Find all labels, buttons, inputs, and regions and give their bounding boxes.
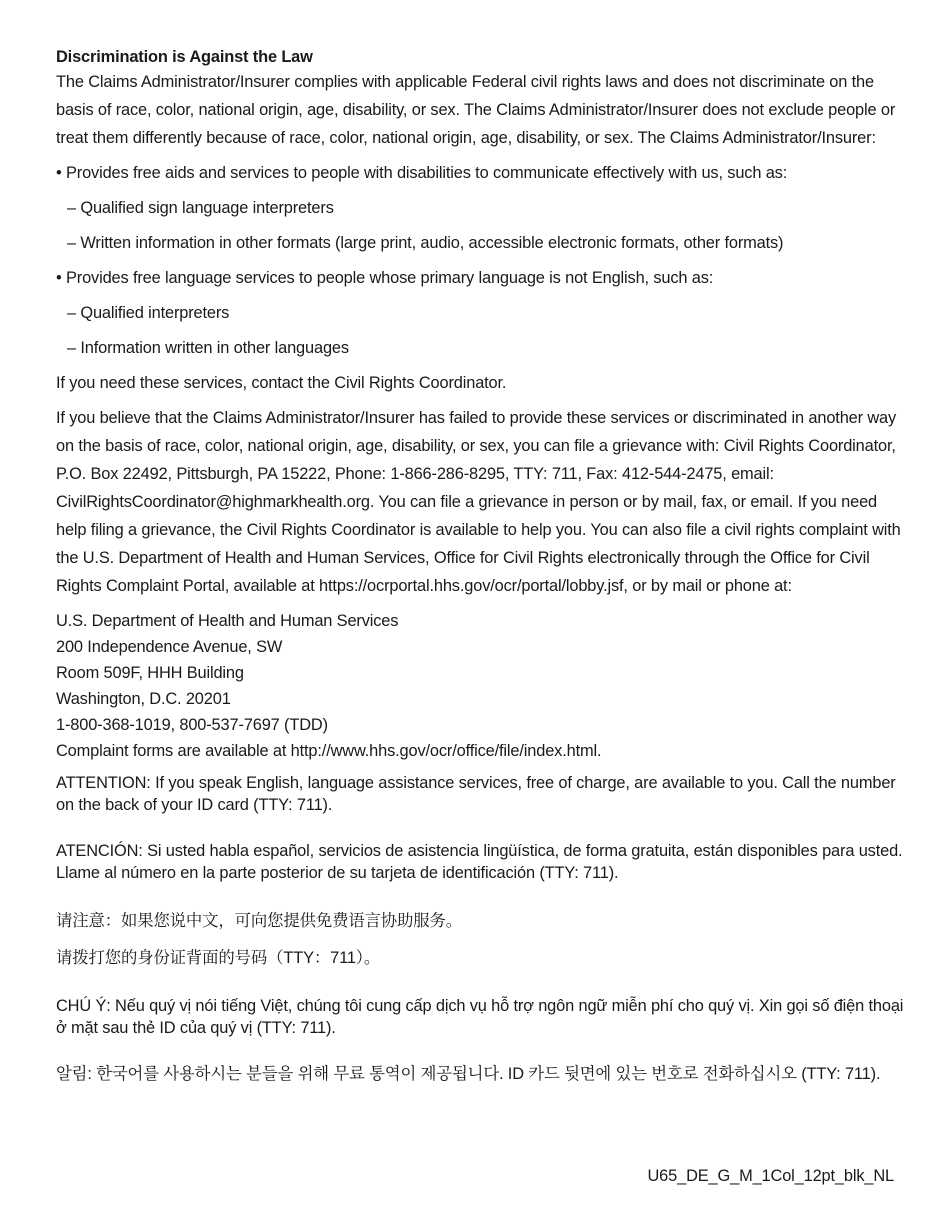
qualified-interpreters-item: – Qualified interpreters	[67, 304, 230, 322]
sign-language-item: – Qualified sign language interpreters	[67, 199, 334, 217]
language-services-bullet: • Provides free language services to people whose primary language is not English, such as:	[56, 269, 714, 287]
grievance-paragraph: If you believe that the Claims Administrator/Insurer has failed to provide these services or discriminated in another way on the basis of race, color, national origin, age, disability, or sex, you can file a grievance with: Civil Rights Coordinator, P.O. Box 22492, Pittsburgh, PA 15222, Phone: 1-866-286-8295, TTY: 711, Fax: 412-544-2475, email: CivilRightsCoordinator@highmarkhealth.org. You can file a grievance in person or by mail, fax, or email. If you need help filing a grievance, the Civil Rights Coordinator is available to help you. You can also file a civil rights complaint with the U.S. Department of Health and Human Services, Office for Civil Rights electronically through the Office for Civil Rights Complaint Portal, available at https://ocrportal.hhs.gov/ocr/portal/lobby.jsf, or by mail or phone at:	[56, 409, 901, 595]
notice-vietnamese: CHÚ Ý: Nếu quý vị nói tiếng Việt, chúng tôi cung cấp dịch vụ hỗ trợ ngôn ngữ miễn phí cho quý vị. Xin gọi số điện thoại ở mặt sau thẻ ID của quý vị (TTY: 711).	[56, 997, 904, 1037]
address-city: Washington, D.C. 20201	[56, 690, 231, 708]
address-org: U.S. Department of Health and Human Services	[56, 612, 399, 630]
intro-paragraph: The Claims Administrator/Insurer complies with applicable Federal civil rights laws and does not discriminate on the basis of race, color, national origin, age, disability, or sex. The Claims Administrator/Insurer does not exclude people or treat them differently because of race, color, national origin, age, disability, or sex. The Claims Administrator/Insurer:	[56, 73, 896, 147]
notice-chinese-line-2: 请拨打您的身份证背面的号码（TTY：711）。	[56, 949, 381, 967]
other-formats-item: – Written information in other formats (large print, audio, accessible electronic formats, other formats)	[67, 234, 784, 252]
other-languages-item: – Information written in other languages	[67, 339, 349, 357]
complaint-forms-line: Complaint forms are available at http://www.hhs.gov/ocr/office/file/index.html.	[56, 742, 602, 760]
contact-coordinator-line: If you need these services, contact the Civil Rights Coordinator.	[56, 374, 507, 392]
disability-services-bullet: • Provides free aids and services to people with disabilities to communicate effectively with us, such as:	[56, 164, 788, 182]
notice-document	[56, 46, 906, 1085]
hhs-address-block	[56, 608, 906, 764]
document-code: U65_DE_G_M_1Col_12pt_blk_NL	[647, 1167, 894, 1185]
notice-korean: 알림: 한국어를 사용하시는 분들을 위해 무료 통역이 제공됩니다. ID 카드 뒷면에 있는 번호로 전화하십시오 (TTY: 711).	[56, 1065, 881, 1083]
address-phone: 1-800-368-1019, 800-537-7697 (TDD)	[56, 716, 328, 734]
notice-heading: Discrimination is Against the Law	[56, 48, 313, 66]
address-room: Room 509F, HHH Building	[56, 664, 244, 682]
notice-chinese-line-1: 请注意：如果您说中文，可向您提供免费语言协助服务。	[56, 912, 463, 930]
notice-spanish: ATENCIÓN: Si usted habla español, servicios de asistencia lingüística, de forma gratuita, están disponibles para usted. Llame al número en la parte posterior de su tarjeta de identificación (TTY: 711).	[56, 842, 903, 882]
address-street: 200 Independence Avenue, SW	[56, 638, 283, 656]
notice-english: ATTENTION: If you speak English, language assistance services, free of charge, are available to you. Call the number on the back of your ID card (TTY: 711).	[56, 774, 896, 814]
